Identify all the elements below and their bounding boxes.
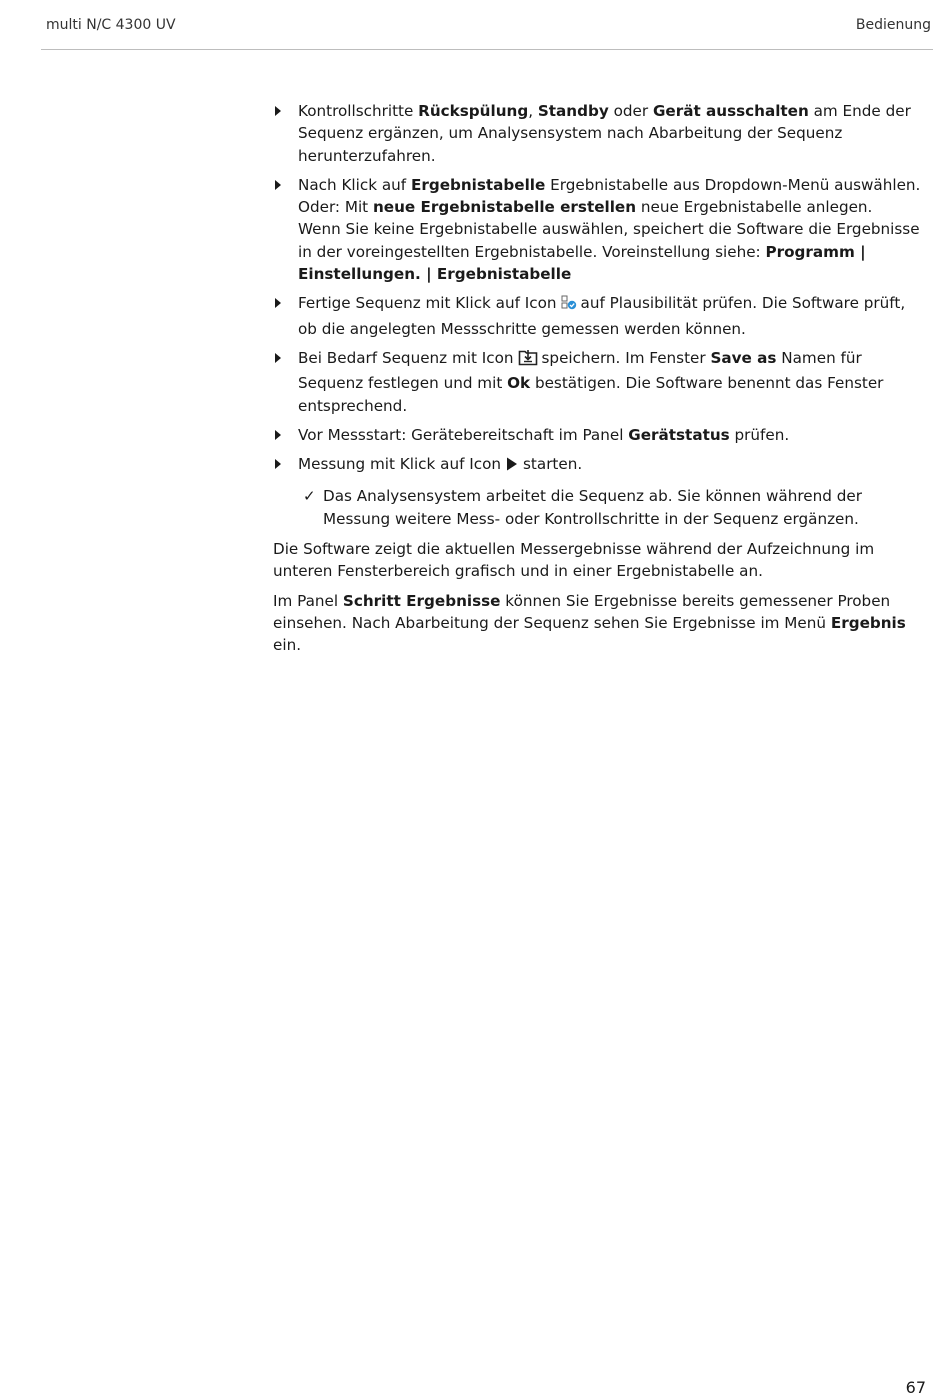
bold-term: Ergebnis — [830, 613, 906, 632]
bold-term: Ergebnistabelle — [410, 175, 546, 194]
bold-term: Save as — [710, 348, 777, 367]
instruction-step — [273, 453, 923, 478]
body-paragraph — [273, 590, 923, 657]
text-run: oder — [608, 102, 653, 120]
text-run: Vor Messstart: Gerätebereitschaft im Panel — [298, 425, 629, 444]
text-run: , — [528, 102, 538, 120]
text-run: Oder: Mit — [298, 198, 373, 217]
bold-term: Programm | Einstellungen. | Ergebnistabelle — [298, 242, 866, 284]
result-item — [273, 485, 923, 530]
instruction-step — [273, 100, 923, 167]
step-text — [298, 455, 582, 473]
text-run: Die Software zeigt die aktuellen Messergebnisse während der Aufzeichnung im unteren Fensterbereich grafisch und in einer Ergebnistabelle an. — [273, 540, 875, 581]
header-divider — [41, 49, 933, 50]
step-bullet-icon — [273, 100, 287, 122]
step-bullet-icon — [273, 347, 287, 369]
instruction-step — [273, 174, 923, 285]
text-run: am Ende der Sequenz ergänzen, um Analysensystem nach Abarbeitung der Sequenz herunterzufahren. — [298, 102, 911, 165]
text-run: Kontrollschritte — [298, 102, 419, 120]
running-header-left: multi N/C 4300 UV — [46, 17, 176, 33]
bold-term: Ok — [507, 374, 531, 393]
text-run: neue Ergebnistabelle anlegen. — [636, 198, 873, 217]
text-run: starten. — [523, 455, 583, 474]
instruction-step — [273, 347, 923, 417]
step-text — [298, 176, 920, 283]
text-run: Namen für Sequenz festlegen und mit — [298, 348, 862, 393]
step-bullet-icon — [273, 292, 287, 314]
text-run: bestätigen. Die Software benennt das Fenster entsprechend. — [298, 374, 884, 415]
text-run: speichern. Im Fenster — [541, 348, 711, 367]
step-text — [298, 102, 911, 165]
step-bullet-icon — [273, 424, 287, 446]
checkmark-icon: ✓ — [303, 487, 316, 506]
body-paragraphs — [273, 538, 923, 656]
main-content — [273, 100, 923, 664]
step-text — [298, 426, 789, 444]
bold-term: neue Ergebnistabelle erstellen — [372, 198, 637, 217]
text-run: Fertige Sequenz mit Klick auf Icon — [298, 294, 557, 313]
text-run: können Sie Ergebnisse bereits gemessener Proben einsehen. Nach Abarbeitung der Sequenz sehen Sie Ergebnisse im Menü — [273, 591, 891, 632]
text-run: Nach Klick auf — [298, 175, 411, 194]
bold-term: Rückspülung — [418, 102, 529, 120]
instruction-step — [273, 424, 923, 446]
bold-term: Standby — [537, 102, 609, 120]
text-run: Bei Bedarf Sequenz mit Icon — [298, 348, 514, 367]
body-paragraph — [273, 538, 923, 583]
plausibility-check-icon — [561, 295, 577, 317]
start-play-icon — [505, 456, 519, 478]
text-run: prüfen. — [729, 425, 790, 444]
page-number: 67 — [905, 1378, 926, 1397]
running-header-right: Bedienung — [855, 17, 931, 33]
step-text — [298, 349, 883, 415]
save-sequence-icon — [518, 348, 538, 372]
text-run: Im Panel — [273, 591, 343, 610]
text-run: Messung mit Klick auf Icon — [298, 455, 502, 474]
step-bullet-icon — [273, 453, 287, 475]
text-run: auf Plausibilität prüfen. Die Software prüft, ob die angelegten Messschritte gemessen werden können. — [298, 294, 906, 338]
instruction-step — [273, 292, 923, 340]
step-bullet-icon — [273, 174, 287, 196]
text-run: ein. — [273, 636, 302, 655]
result-text: Das Analysensystem arbeitet die Sequenz ab. Sie können während der Messung weitere Mess- oder Kontrollschritte in der Sequenz ergänzen. — [323, 487, 862, 528]
bold-term: Schritt Ergebnisse — [342, 591, 501, 610]
text-run: Ergebnistabelle aus Dropdown-Menü auswählen. — [545, 175, 921, 194]
text-run: Wenn Sie keine Ergebnistabelle auswählen, speichert die Software die Ergebnisse in der voreingestellten Ergebnistabelle. Voreinstellung siehe: — [298, 220, 920, 261]
bold-term: Gerätstatus — [628, 425, 730, 444]
bold-term: Gerät ausschalten — [652, 102, 809, 120]
instruction-steps — [273, 100, 923, 478]
step-text — [298, 294, 905, 337]
